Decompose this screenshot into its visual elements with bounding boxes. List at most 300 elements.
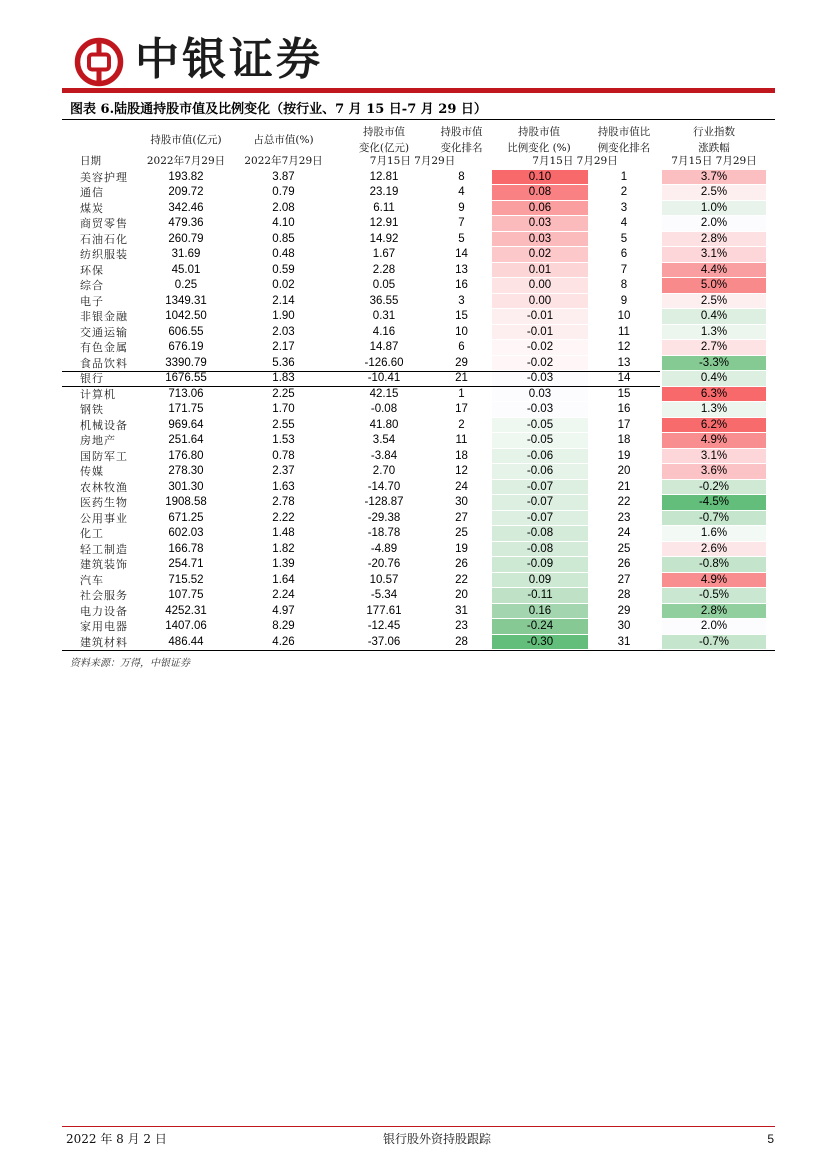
industry-cell: 传媒 xyxy=(80,465,104,478)
value-change-rank-cell: 5 xyxy=(458,232,465,245)
holding-value-change-cell: 23.19 xyxy=(369,186,399,198)
table-row xyxy=(62,170,775,186)
table-row xyxy=(62,185,775,201)
ratio-change-rank-cell: 27 xyxy=(617,573,631,586)
table-row xyxy=(62,604,775,620)
ratio-change-rank-cell: 31 xyxy=(617,635,631,648)
holding-value-cell: 166.78 xyxy=(168,542,204,555)
holding-ratio-change-cell: 0.10 xyxy=(492,170,588,186)
value-change-rank-cell: 22 xyxy=(455,573,468,586)
holding-value-change-cell: 10.57 xyxy=(369,573,399,586)
industry-cell: 环保 xyxy=(80,263,104,277)
index-return-cell: 3.1% xyxy=(662,449,766,465)
brand-name: 中银证券 xyxy=(135,34,323,85)
market-cap-share-cell: 2.22 xyxy=(272,511,295,524)
index-return-cell: -0.5% xyxy=(662,588,766,604)
industry-cell: 银行 xyxy=(80,372,104,385)
value-change-rank-cell: 4 xyxy=(458,186,465,198)
holding-value-change-cell: 6.11 xyxy=(373,201,395,214)
industry-cell: 汽车 xyxy=(80,573,104,587)
value-change-rank-cell: 18 xyxy=(455,449,468,462)
ratio-change-rank-cell: 16 xyxy=(617,403,631,415)
index-return-cell: 1.6% xyxy=(662,526,766,542)
holding-value-cell: 3390.79 xyxy=(165,356,207,369)
value-change-rank-cell: 10 xyxy=(455,325,468,338)
holding-ratio-change-cell: -0.06 xyxy=(492,464,588,480)
table-row xyxy=(62,619,775,635)
market-cap-share-cell: 2.25 xyxy=(272,387,295,400)
holding-value-change-cell: -3.84 xyxy=(370,449,398,462)
holding-value-cell: 606.55 xyxy=(168,325,204,338)
value-change-rank-cell: 8 xyxy=(458,170,465,183)
holding-ratio-change-cell: 0.08 xyxy=(492,185,588,201)
index-return-cell: -0.8% xyxy=(662,557,766,573)
holding-ratio-change-cell: 0.06 xyxy=(492,201,588,217)
index-return-cell: 2.8% xyxy=(662,232,766,248)
table-row xyxy=(62,526,775,542)
holding-ratio-change-cell: -0.06 xyxy=(492,449,588,465)
table-row xyxy=(62,433,775,449)
holding-value-cell: 31.69 xyxy=(171,248,201,260)
table-row xyxy=(62,542,775,558)
holding-ratio-change-cell: 0.00 xyxy=(492,294,588,310)
market-cap-share-cell: 0.85 xyxy=(272,232,295,245)
table-row xyxy=(62,356,775,372)
index-return-cell: 5.0% xyxy=(662,278,766,294)
holding-value-cell: 260.79 xyxy=(168,232,204,245)
holding-value-change-cell: 14.92 xyxy=(369,232,399,245)
holding-ratio-change-cell: 0.02 xyxy=(492,247,588,263)
value-change-rank-cell: 31 xyxy=(455,604,468,617)
holding-ratio-change-cell: -0.03 xyxy=(492,402,588,418)
holding-value-change-cell: 2.28 xyxy=(372,263,396,276)
figure-title: 图表 6.陆股通持股市值及比例变化（按行业、7 月 15 日-7 月 29 日） xyxy=(70,102,487,117)
holding-value-cell: 171.75 xyxy=(168,403,204,415)
value-change-rank-cell: 19 xyxy=(455,542,468,555)
header-divider xyxy=(62,88,775,93)
ratio-change-rank-cell: 29 xyxy=(617,604,631,617)
market-cap-share-cell: 2.14 xyxy=(272,294,295,307)
table-row xyxy=(62,387,775,403)
holding-value-change-cell: 177.61 xyxy=(366,604,402,617)
holding-value-change-cell: -12.45 xyxy=(367,620,401,632)
table-row xyxy=(62,309,775,325)
table-row xyxy=(62,557,775,573)
market-cap-share-cell: 2.17 xyxy=(272,341,295,353)
value-change-rank-cell: 21 xyxy=(455,372,468,384)
value-change-rank-cell: 15 xyxy=(455,310,468,322)
value-change-rank-cell: 26 xyxy=(455,558,468,570)
header-ratio-change-period: 7月15日 7月29日 xyxy=(532,155,618,167)
ratio-change-rank-cell: 20 xyxy=(617,465,631,477)
ratio-change-rank-cell: 23 xyxy=(617,511,631,524)
industry-cell: 医药生物 xyxy=(80,496,128,509)
holding-ratio-change-cell: -0.01 xyxy=(492,325,588,341)
holding-value-change-cell: 1.67 xyxy=(372,248,396,260)
table-row xyxy=(62,263,775,279)
ratio-change-rank-cell: 19 xyxy=(617,449,631,462)
ratio-change-rank-cell: 9 xyxy=(620,294,628,307)
holding-ratio-change-cell: 0.03 xyxy=(492,387,588,403)
index-return-cell: 3.1% xyxy=(662,247,766,263)
market-cap-share-cell: 4.26 xyxy=(272,635,295,648)
industry-cell: 家用电器 xyxy=(80,620,128,633)
industry-cell: 电力设备 xyxy=(80,604,128,618)
header-value-change-rank-line2: 变化排名 xyxy=(440,142,483,154)
industry-cell: 建筑装饰 xyxy=(80,558,128,571)
industry-cell: 社会服务 xyxy=(80,589,128,602)
index-return-cell: 6.3% xyxy=(662,387,766,403)
holding-value-cell: 193.82 xyxy=(168,170,204,183)
industry-cell: 商贸零售 xyxy=(80,217,128,230)
market-cap-share-cell: 0.59 xyxy=(272,263,295,276)
holding-ratio-change-cell: -0.24 xyxy=(492,619,588,635)
value-change-rank-cell: 7 xyxy=(458,217,465,229)
market-cap-share-cell: 1.39 xyxy=(272,558,295,570)
holding-ratio-change-cell: -0.08 xyxy=(492,526,588,542)
value-change-rank-cell: 14 xyxy=(455,248,468,260)
header-holding-value: 持股市值(亿元) xyxy=(150,134,222,146)
header-ratio-change-line1: 持股市值 xyxy=(518,126,560,138)
table-row xyxy=(62,511,775,527)
holding-value-cell: 713.06 xyxy=(168,387,204,400)
ratio-change-rank-cell: 6 xyxy=(620,248,628,260)
market-cap-share-cell: 1.90 xyxy=(272,310,295,322)
market-cap-share-cell: 2.08 xyxy=(272,201,295,214)
holding-value-change-cell: -37.06 xyxy=(367,635,401,648)
market-cap-share-cell: 8.29 xyxy=(272,620,295,632)
ratio-change-rank-cell: 25 xyxy=(617,542,631,555)
ratio-change-rank-cell: 28 xyxy=(617,589,631,601)
index-return-cell: 1.0% xyxy=(662,201,766,217)
holding-value-change-cell: 2.70 xyxy=(372,465,396,477)
index-return-cell: 0.4% xyxy=(662,309,766,325)
ratio-change-rank-cell: 11 xyxy=(618,325,630,338)
index-return-cell: -3.3% xyxy=(662,356,766,372)
ratio-change-rank-cell: 5 xyxy=(620,232,628,245)
holding-value-cell: 1676.55 xyxy=(165,372,207,384)
value-change-rank-cell: 24 xyxy=(455,480,468,493)
holding-value-cell: 1908.58 xyxy=(165,496,207,508)
ratio-change-rank-cell: 18 xyxy=(617,434,631,446)
industry-cell: 钢铁 xyxy=(80,403,104,416)
header-value-change-rank-line1: 持股市值 xyxy=(440,126,483,138)
value-change-rank-cell: 2 xyxy=(458,418,465,431)
ratio-change-rank-cell: 3 xyxy=(620,201,628,214)
market-cap-share-cell: 1.48 xyxy=(272,527,295,539)
index-return-cell: -4.5% xyxy=(662,495,766,511)
holding-ratio-change-cell: -0.11 xyxy=(492,588,588,604)
value-change-rank-cell: 6 xyxy=(458,341,465,353)
market-cap-share-cell: 1.70 xyxy=(272,403,295,415)
holding-ratio-change-cell: 0.00 xyxy=(492,278,588,294)
holding-value-cell: 0.25 xyxy=(174,279,198,291)
holding-value-change-cell: -29.38 xyxy=(367,511,401,524)
ratio-change-rank-cell: 15 xyxy=(617,387,631,400)
holding-ratio-change-cell: 0.03 xyxy=(492,232,588,248)
holding-value-cell: 676.19 xyxy=(168,341,204,353)
value-change-rank-cell: 11 xyxy=(455,434,468,446)
index-return-cell: 3.7% xyxy=(662,170,766,186)
header-index-return-line1: 行业指数 xyxy=(693,126,735,138)
market-cap-share-cell: 2.37 xyxy=(272,465,295,477)
market-cap-share-cell: 0.48 xyxy=(272,248,295,260)
table-row xyxy=(62,402,775,418)
market-cap-share-cell: 2.78 xyxy=(272,496,295,508)
header-value-change-line1: 持股市值 xyxy=(363,126,405,138)
ratio-change-rank-cell: 24 xyxy=(617,527,631,539)
ratio-change-rank-cell: 26 xyxy=(617,558,631,570)
table-row xyxy=(62,278,775,294)
holding-value-change-cell: -10.41 xyxy=(367,372,401,384)
index-return-cell: -0.7% xyxy=(662,635,766,651)
value-change-rank-cell: 25 xyxy=(455,527,468,539)
industry-cell: 电子 xyxy=(80,294,104,308)
holding-value-cell: 342.46 xyxy=(168,201,204,214)
market-cap-share-cell: 4.97 xyxy=(272,604,295,617)
ratio-change-rank-cell: 2 xyxy=(620,186,628,198)
value-change-rank-cell: 29 xyxy=(455,356,468,369)
holding-value-change-cell: 14.87 xyxy=(369,341,399,353)
index-return-cell: 2.8% xyxy=(662,604,766,620)
header-market-cap-share-date: 2022年7月29日 xyxy=(244,155,323,167)
holding-value-cell: 1407.06 xyxy=(165,620,207,632)
ratio-change-rank-cell: 8 xyxy=(620,279,628,291)
industry-cell: 房地产 xyxy=(80,434,116,447)
industry-cell: 计算机 xyxy=(80,387,116,401)
market-cap-share-cell: 0.79 xyxy=(272,186,295,198)
holding-value-cell: 1042.50 xyxy=(165,310,207,322)
industry-cell: 公用事业 xyxy=(80,511,128,525)
header-index-return-period: 7月15日 7月29日 xyxy=(671,155,757,167)
holding-value-change-cell: 4.16 xyxy=(372,325,396,338)
holding-value-cell: 479.36 xyxy=(168,217,204,229)
holding-value-change-cell: -4.89 xyxy=(370,542,398,555)
value-change-rank-cell: 3 xyxy=(458,294,465,307)
holding-ratio-change-cell: -0.07 xyxy=(492,480,588,496)
holding-value-cell: 1349.31 xyxy=(165,294,207,307)
table-row xyxy=(62,294,775,310)
header-index-return-line2: 涨跌幅 xyxy=(698,142,730,154)
market-cap-share-cell: 2.03 xyxy=(272,325,295,338)
industry-cell: 纺织服装 xyxy=(80,248,128,261)
header-ratio-change-rank-line2: 例变化排名 xyxy=(597,142,651,154)
table-row xyxy=(62,418,775,434)
holding-value-change-cell: -5.34 xyxy=(370,589,398,601)
holding-value-cell: 254.71 xyxy=(168,558,204,570)
footer-report-title: 银行股外资持股跟踪 xyxy=(382,1132,491,1146)
header-date-label: 日期 xyxy=(80,155,101,167)
industry-cell: 石油石化 xyxy=(80,232,128,246)
index-return-cell: 1.3% xyxy=(662,325,766,341)
value-change-rank-cell: 12 xyxy=(455,465,468,477)
table-row xyxy=(62,449,775,465)
holding-value-cell: 715.52 xyxy=(168,573,204,586)
header-ratio-change-line2: 比例变化 (%) xyxy=(507,142,571,154)
ratio-change-rank-cell: 30 xyxy=(617,620,631,632)
holding-value-cell: 486.44 xyxy=(168,635,204,648)
header-ratio-change-rank-line1: 持股市值比 xyxy=(597,126,651,138)
ratio-change-rank-cell: 14 xyxy=(617,372,631,384)
market-cap-share-cell: 4.10 xyxy=(272,217,295,229)
ratio-change-rank-cell: 22 xyxy=(617,496,631,508)
index-return-cell: 2.0% xyxy=(662,619,766,635)
index-return-cell: 2.6% xyxy=(662,542,766,558)
industry-cell: 综合 xyxy=(80,279,104,292)
holding-value-change-cell: 36.55 xyxy=(369,294,399,307)
holding-value-change-cell: 42.15 xyxy=(369,387,399,400)
holding-value-cell: 176.80 xyxy=(168,449,204,462)
market-cap-share-cell: 5.36 xyxy=(272,356,295,369)
table-bottom-rule xyxy=(62,650,775,651)
title-divider xyxy=(62,119,775,120)
ratio-change-rank-cell: 10 xyxy=(617,310,631,322)
holding-value-change-cell: -18.78 xyxy=(367,527,401,539)
holding-value-change-cell: -0.08 xyxy=(370,403,398,415)
holding-value-change-cell: -14.70 xyxy=(367,480,401,493)
source-note: 资料来源：万得，中银证券 xyxy=(70,658,190,669)
index-return-cell: 2.5% xyxy=(662,294,766,310)
holding-value-cell: 107.75 xyxy=(168,589,204,601)
header-value-change-period: 7月15日 7月29日 xyxy=(369,155,456,167)
value-change-rank-cell: 23 xyxy=(455,620,468,632)
ratio-change-rank-cell: 13 xyxy=(617,356,631,369)
holding-value-change-cell: -128.87 xyxy=(364,496,404,508)
industry-cell: 通信 xyxy=(80,186,104,199)
holding-ratio-change-cell: -0.09 xyxy=(492,557,588,573)
market-cap-share-cell: 1.82 xyxy=(272,542,295,555)
value-change-rank-cell: 28 xyxy=(455,635,468,648)
holding-value-change-cell: 12.91 xyxy=(369,217,399,229)
market-cap-share-cell: 0.02 xyxy=(272,279,295,291)
value-change-rank-cell: 27 xyxy=(455,511,468,524)
market-cap-share-cell: 1.53 xyxy=(272,434,295,446)
industry-cell: 美容护理 xyxy=(80,170,128,184)
footer-divider xyxy=(62,1126,775,1127)
table-row xyxy=(62,340,775,356)
holding-value-change-cell: 0.05 xyxy=(372,279,396,291)
holding-ratio-change-cell: -0.05 xyxy=(492,418,588,434)
market-cap-share-cell: 1.83 xyxy=(272,372,295,384)
boc-logo-icon xyxy=(74,37,124,87)
value-change-rank-cell: 30 xyxy=(455,496,468,508)
industry-cell: 农林牧渔 xyxy=(80,480,128,494)
industry-cell: 有色金属 xyxy=(80,341,128,354)
holding-value-change-cell: -20.76 xyxy=(367,558,401,570)
industry-cell: 机械设备 xyxy=(80,418,128,432)
holding-value-change-cell: 0.31 xyxy=(372,310,396,322)
value-change-rank-cell: 20 xyxy=(455,589,468,601)
holding-ratio-change-cell: -0.05 xyxy=(492,433,588,449)
ratio-change-rank-cell: 4 xyxy=(620,217,628,229)
header-market-cap-share: 占总市值(%) xyxy=(253,134,314,146)
holding-ratio-change-cell: -0.02 xyxy=(492,356,588,372)
index-return-cell: 1.3% xyxy=(662,402,766,418)
table-body xyxy=(62,170,775,651)
ratio-change-rank-cell: 12 xyxy=(617,341,631,353)
industry-cell: 非银金融 xyxy=(80,310,128,323)
holding-value-cell: 45.01 xyxy=(171,263,201,276)
holding-value-cell: 278.30 xyxy=(168,465,204,477)
value-change-rank-cell: 13 xyxy=(455,263,468,276)
holding-value-cell: 209.72 xyxy=(168,186,204,198)
table-row xyxy=(62,232,775,248)
table-row xyxy=(62,573,775,589)
table-row xyxy=(62,325,775,341)
holding-value-change-cell: 3.54 xyxy=(372,434,396,446)
header-holding-value-date: 2022年7月29日 xyxy=(146,155,226,167)
ratio-change-rank-cell: 7 xyxy=(620,263,628,276)
holding-ratio-change-cell: -0.02 xyxy=(492,340,588,356)
holding-ratio-change-cell: 0.01 xyxy=(492,263,588,279)
footer-date: 2022 年 8 月 2 日 xyxy=(66,1132,167,1146)
table-row xyxy=(62,464,775,480)
market-cap-share-cell: 0.78 xyxy=(272,449,295,462)
table-row xyxy=(62,216,775,232)
table-row xyxy=(62,588,775,604)
table-row xyxy=(62,480,775,496)
page-number: 5 xyxy=(767,1132,774,1146)
holding-ratio-change-cell: 0.09 xyxy=(492,573,588,589)
index-return-cell: 4.9% xyxy=(662,573,766,589)
holding-value-cell: 251.64 xyxy=(168,434,204,446)
market-cap-share-cell: 1.64 xyxy=(272,573,295,586)
index-return-cell: 6.2% xyxy=(662,418,766,434)
holding-ratio-change-cell: 0.16 xyxy=(492,604,588,620)
holding-value-cell: 301.30 xyxy=(168,480,204,493)
index-return-cell: -0.2% xyxy=(662,480,766,496)
holding-value-change-cell: -126.60 xyxy=(364,356,404,369)
market-cap-share-cell: 2.55 xyxy=(272,418,295,431)
index-return-cell: 4.9% xyxy=(662,433,766,449)
index-return-cell: 3.6% xyxy=(662,464,766,480)
table-row xyxy=(62,201,775,217)
industry-cell: 建筑材料 xyxy=(80,635,128,649)
ratio-change-rank-cell: 17 xyxy=(617,418,631,431)
market-cap-share-cell: 3.87 xyxy=(272,170,295,183)
value-change-rank-cell: 16 xyxy=(455,279,468,291)
holding-value-cell: 671.25 xyxy=(168,511,204,524)
table-row xyxy=(62,371,775,387)
holding-ratio-change-cell: -0.30 xyxy=(492,635,588,651)
industry-cell: 煤炭 xyxy=(80,201,104,215)
index-return-cell: -0.7% xyxy=(662,511,766,527)
holding-ratio-change-cell: -0.07 xyxy=(492,511,588,527)
industry-cell: 化工 xyxy=(80,527,104,540)
holding-value-cell: 602.03 xyxy=(168,527,204,539)
table-row xyxy=(62,635,775,651)
holding-value-change-cell: 41.80 xyxy=(369,418,399,431)
holding-ratio-change-cell: -0.01 xyxy=(492,309,588,325)
holding-ratio-change-cell: 0.03 xyxy=(492,216,588,232)
holding-value-cell: 969.64 xyxy=(168,418,204,431)
market-cap-share-cell: 2.24 xyxy=(272,589,295,601)
value-change-rank-cell: 1 xyxy=(458,387,465,400)
ratio-change-rank-cell: 21 xyxy=(617,480,631,493)
market-cap-share-cell: 1.63 xyxy=(272,480,295,493)
table-row xyxy=(62,247,775,263)
industry-cell: 国防军工 xyxy=(80,449,128,463)
holding-ratio-change-cell: -0.03 xyxy=(492,371,588,387)
header-value-change-line2: 变化(亿元) xyxy=(358,142,410,154)
index-return-cell: 4.4% xyxy=(662,263,766,279)
index-return-cell: 0.4% xyxy=(662,371,766,387)
index-return-cell: 2.5% xyxy=(662,185,766,201)
value-change-rank-cell: 17 xyxy=(455,403,468,415)
holding-ratio-change-cell: -0.07 xyxy=(492,495,588,511)
industry-cell: 轻工制造 xyxy=(80,542,128,556)
industry-cell: 交通运输 xyxy=(80,325,128,339)
